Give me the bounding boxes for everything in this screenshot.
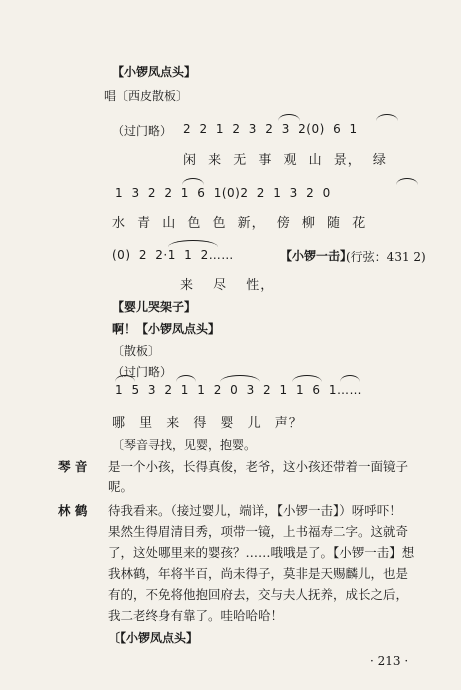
slur-mark xyxy=(340,375,360,382)
dialogue-line: 是一个小孩，长得真俊，老爷，这小孩还带着一面镜子 xyxy=(108,459,409,474)
percussion-cue: 【小锣一击】 xyxy=(280,249,353,263)
slur-mark xyxy=(292,375,322,382)
dialogue-line: 我林鹤，年将半百，尚未得子，莫非是天赐麟儿，也是 xyxy=(108,566,409,581)
notation-line-4: 1 5 3 2 1 1 2 0 3 2 1 1 6 1…… xyxy=(115,383,362,397)
dialogue-line: 果然生得眉清目秀，项带一镜，上书福寿二字。这就奇 xyxy=(108,524,409,539)
speaker-label: 林 鹤 xyxy=(58,503,88,518)
dialogue-line: 我二老终身有靠了。哇哈哈哈！ xyxy=(108,608,284,623)
slur-mark xyxy=(182,178,204,185)
slur-mark xyxy=(220,375,260,382)
slur-mark xyxy=(396,178,418,185)
percussion-cue: 〔【小锣凤点头】 xyxy=(108,631,199,645)
page-number: · 213 · xyxy=(370,654,409,668)
instrument-note: (行弦：431 2) xyxy=(346,250,426,264)
lyric-line-4: 哪 里 来 得 婴 儿 声？ xyxy=(112,416,303,431)
speaker-label: 琴 音 xyxy=(58,459,88,474)
slur-mark xyxy=(168,240,218,247)
slur-mark xyxy=(176,375,196,382)
dialogue-line: 呢。 xyxy=(108,479,134,494)
exclamation-cue: 啊！【小锣凤点头】 xyxy=(112,322,221,336)
prelude-note: （过门略） xyxy=(112,124,173,138)
slur-mark xyxy=(115,375,135,382)
slur-mark xyxy=(278,114,300,121)
dialogue-line: 了，这处哪里来的婴孩？……哦哦是了。【小锣一击】想 xyxy=(108,545,415,560)
percussion-cue-heading: 【小锣凤点头】 xyxy=(112,65,197,79)
percussion-cue-heading: 【婴儿哭架子】 xyxy=(112,300,197,314)
prelude-note: （过门略） xyxy=(112,365,173,379)
singing-direction: 唱〔西皮散板〕 xyxy=(104,89,189,103)
slur-mark xyxy=(376,114,398,121)
notation-line-1: 2 2 1 2 3 2 3 2(0) 6 1 xyxy=(183,122,358,136)
tempo-direction: 〔散板〕 xyxy=(112,344,161,358)
lyric-line-2: 水 青 山 色 色 新， 傍 柳 随 花 xyxy=(112,216,367,231)
stage-direction: 〔琴音寻找，见婴，抱婴。 xyxy=(112,438,257,452)
lyric-line-3: 来 尽 性， xyxy=(180,278,275,293)
lyric-line-1: 闲 来 无 事 观 山 景， 绿 xyxy=(183,153,387,168)
dialogue-line: 待我看来。（接过婴儿，端详，【小锣一击】）呀呼吓！ xyxy=(108,503,402,518)
notation-line-2: 1 3 2 2 1 6 1(0)2 2 1 3 2 0 xyxy=(115,186,331,200)
notation-line-3: (0) 2 2·1 1 2…… xyxy=(112,248,234,262)
dialogue-line: 有的，不免将他抱回府去，交与夫人抚养，成长之后， xyxy=(108,587,409,602)
